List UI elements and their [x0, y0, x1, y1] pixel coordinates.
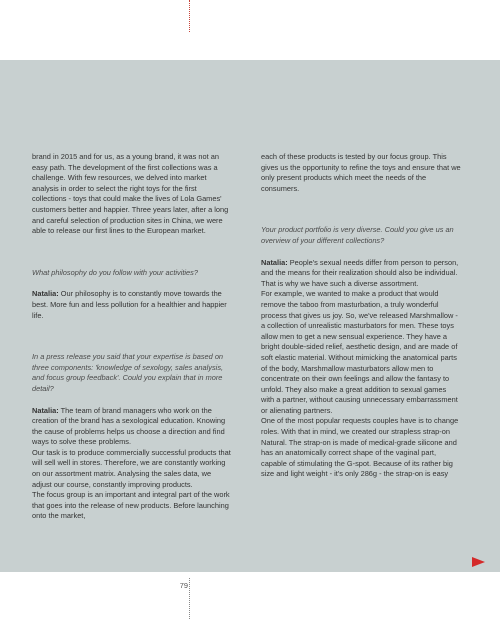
intro-paragraph: brand in 2015 and for us, as a young brand, it was not an easy path. The development of the first collections was a challenge. With few resources, we delved into market analysis in order to select the right toys for the first collections - toys that could make the lives of Lola Games' customers better and happier. Three years later, after a long and careful selection of production sites in China, we were able to release our first lines to the European market.	[32, 152, 229, 236]
answer-expertise-2: Our task is to produce commercially successful products that will sell well in stores. Therefore, we are constantly working on our assortment matrix. Analysing the sales data, we adjust our course, constantly improving products.	[32, 447, 231, 489]
question-philosophy: What philosophy do you follow with your activities?	[32, 267, 198, 277]
right-column	[261, 152, 461, 480]
right-arrow-icon[interactable]	[472, 557, 485, 567]
question-portfolio: Your product portfolio is very diverse. Could you give us an overview of your different collections?	[261, 225, 454, 245]
left-column	[32, 152, 232, 522]
speaker-label: Natalia:	[261, 257, 288, 267]
page-number: 79	[179, 581, 188, 590]
answer-portfolio-3: One of the most popular requests couples have is to change roles. With that in mind, we created our strapless strap-on Natural. The strap-on is made of medical-grade silicone and has an anatomically correct shape of the vaginal part, capable of stimulating the G-spot. Because of its rather big size and light weight - it's only 286g - the strap-on is easy	[261, 416, 459, 479]
answer-text: People's sexual needs differ from person to person, and the means for their realization should also be individual. That is why we have such a diverse assortment.	[261, 257, 459, 288]
speaker-label: Natalia:	[32, 405, 59, 415]
question-expertise: In a press release you said that your expertise is based on three components: 'knowledge of sexology, sales analysis, and focus group feedback'. Could you explain that in more detail?	[32, 352, 224, 393]
answer-expertise	[32, 406, 232, 448]
bottom-dotted-rule	[189, 578, 190, 619]
answer-text: The team of brand managers who work on the creation of the brand has a sexological education. Knowing the cause of problems helps us choose a direction and find ways to solve these problems.	[32, 405, 226, 447]
answer-philosophy	[32, 289, 232, 321]
answer-portfolio-2: For example, we wanted to make a product that would remove the taboo from masturbation, a truly wonderful process that gives us joy. So, we've released Marshmallow - a collection of unrealistic masturbators for men. These toys allow men to get a new sensual experience. They have a bright double-sided relief, aesthetic design, and are made of soft elastic material. Without mimicking the anatomical parts of the body, Marshmallow masturbators allow men to concentrate on their own feelings and allow the fantasy to unfold. They also make a great addition to sexual games with a partner, without causing unnecessary embarrassment or alienating partners.	[261, 289, 458, 415]
speaker-label: Natalia:	[32, 289, 59, 299]
bottom-margin	[0, 572, 500, 619]
top-margin	[0, 0, 500, 60]
top-dotted-rule	[189, 0, 190, 32]
answer-expertise-3: The focus group is an important and integral part of the work that goes into the release of new products. Before launching onto the market,	[32, 490, 230, 521]
answer-text: Our philosophy is to constantly move towards the best. More fun and less pollution for a healthier and happier life.	[32, 289, 227, 320]
answer-portfolio	[261, 258, 461, 290]
continued-paragraph: each of these products is tested by our focus group. This gives us the opportunity to refine the toys and ensure that we only present products which meet the needs of the consumers.	[261, 152, 461, 193]
